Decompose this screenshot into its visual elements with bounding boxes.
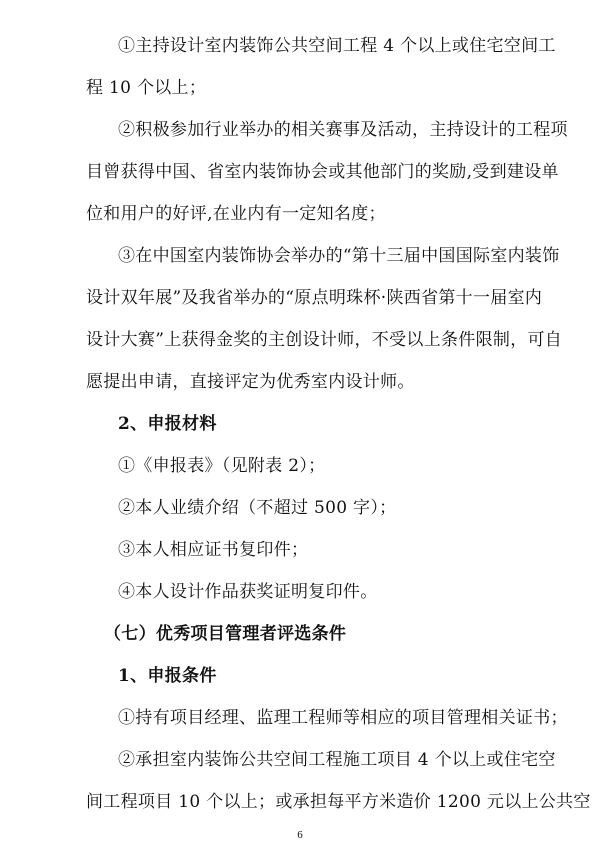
condition-1-line-1: ①持有项目经理、监理工程师等相应的项目管理相关证书； (118, 708, 568, 728)
material-item-4: ④本人设计作品获奖证明复印件。 (118, 582, 378, 602)
material-item-1: ①《申报表》（见附表 2）； (118, 456, 326, 476)
paragraph-3-line-3: 设计大赛”上获得金奖的主创设计师，不受以上条件限制，可自 (86, 330, 563, 350)
paragraph-3-line-2: 设计双年展”及我省举办的“原点明珠杯·陕西省第十一届室内 (86, 288, 543, 308)
heading-materials: 2、申报材料 (118, 414, 217, 434)
section-heading: （七）优秀项目管理者评选条件 (104, 624, 347, 644)
heading-conditions: 1、申报条件 (118, 666, 217, 686)
paragraph-3-line-1: ③在中国室内装饰协会举办的“第十三届中国国际室内装饰 (118, 246, 560, 266)
paragraph-1-line-2: 程 10 个以上； (86, 78, 207, 98)
paragraph-2-line-1: ②积极参加行业举办的相关赛事及活动，主持设计的工程项 (118, 120, 568, 140)
page-number: 6 (297, 829, 303, 841)
material-item-2: ②本人业绩介绍（不超过 500 字）； (118, 498, 397, 518)
material-item-3: ③本人相应证书复印件； (118, 540, 309, 560)
paragraph-1-line-1: ①主持设计室内装饰公共空间工程 4 个以上或住宅空间工 (118, 36, 556, 56)
paragraph-2-line-2: 目曾获得中国、省室内装饰协会或其他部门的奖励,受到建设单 (86, 162, 559, 182)
condition-2-line-1: ②承担室内装饰公共空间工程施工项目 4 个以上或住宅空 (118, 750, 556, 770)
paragraph-2-line-3: 位和用户的好评,在业内有一定知名度； (86, 204, 386, 224)
paragraph-3-line-4: 愿提出申请，直接评定为优秀室内设计师。 (86, 372, 415, 392)
condition-2-line-2: 间工程项目 10 个以上；或承担每平方米造价 1200 元以上公共空 (86, 792, 591, 812)
